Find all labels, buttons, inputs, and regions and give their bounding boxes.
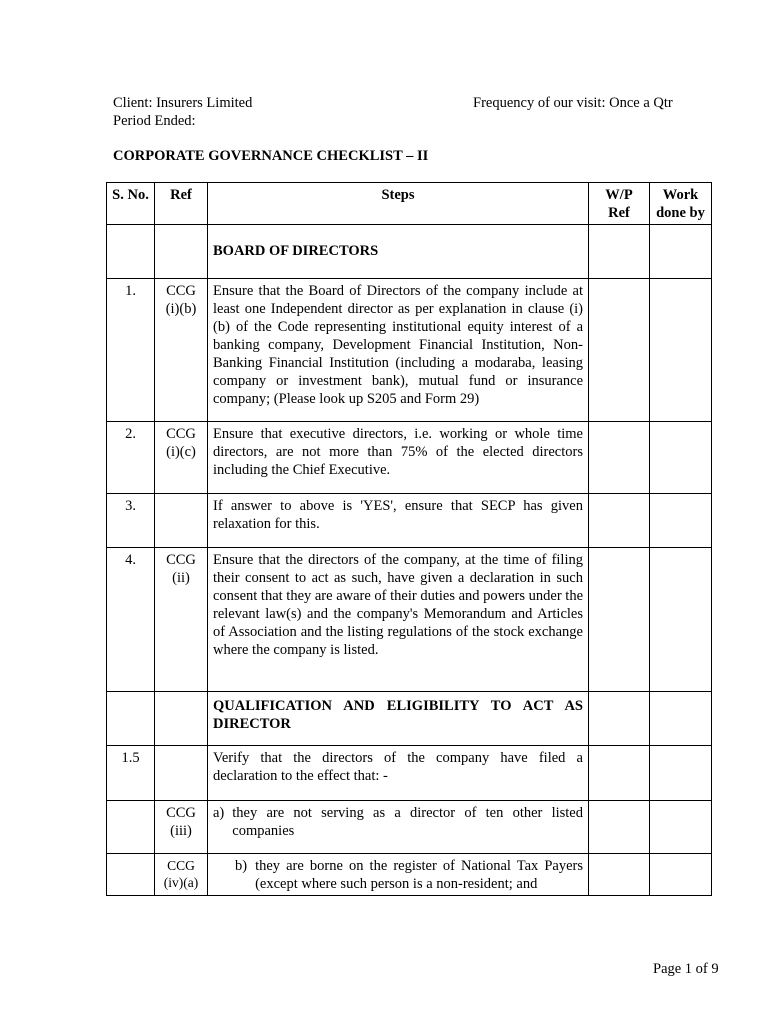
row-work-done-by [650, 746, 712, 801]
row-step [208, 801, 589, 854]
col-header-sno: S. No. [107, 183, 155, 225]
col-header-wp-ref: W/P Ref [589, 183, 650, 225]
row-ref [155, 494, 208, 548]
table-row [107, 746, 712, 801]
col-header-ref: Ref [155, 183, 208, 225]
period-ended-label: Period Ended: [113, 113, 196, 129]
row-wp-ref [589, 279, 650, 422]
row-work-done-by [650, 494, 712, 548]
row-work-done-by [650, 801, 712, 854]
sub-item-text: they are not serving as a director of ten other listed companies [232, 805, 583, 839]
row-sno [107, 854, 155, 896]
row-wp-ref [589, 854, 650, 896]
row-work-done-by [650, 279, 712, 422]
visit-frequency: Frequency of our visit: Once a Qtr [473, 95, 673, 111]
row-step: Ensure that the Board of Directors of the company include at least one Independent director as per explanation in clause (i)(b) of the Code representing institutional equity interest of a banking company, Development Financial Institution, Non-Banking Financial Institution (including a modaraba, leasing company or investment bank), mutual fund or insurance company; (Please look up S205 and Form 29) [208, 279, 589, 422]
row-wp-ref [589, 746, 650, 801]
row-sno: 2. [107, 422, 155, 494]
sub-item-label: a) [213, 805, 225, 821]
section-heading-board: BOARD OF DIRECTORS [208, 225, 589, 279]
row-ref: CCG (i)(b) [155, 279, 208, 422]
col-header-work-done-by: Work done by [650, 183, 712, 225]
row-wp-ref [589, 548, 650, 692]
row-work-done-by [650, 854, 712, 896]
sub-item-label: b) [235, 858, 248, 874]
row-wp-ref [589, 494, 650, 548]
row-sno: 1. [107, 279, 155, 422]
row-sno: 3. [107, 494, 155, 548]
row-ref: CCG (i)(c) [155, 422, 208, 494]
col-header-steps: Steps [208, 183, 589, 225]
row-sno [107, 801, 155, 854]
sub-item-text: they are borne on the register of National Tax Payers (except where such person is a non-resident; and [255, 858, 583, 892]
checklist-table [106, 182, 712, 896]
row-work-done-by [650, 548, 712, 692]
table-row [107, 801, 712, 854]
table-row [107, 494, 712, 548]
document-title: CORPORATE GOVERNANCE CHECKLIST – II [113, 148, 429, 164]
table-row [107, 279, 712, 422]
row-sno: 1.5 [107, 746, 155, 801]
page-number: Page 1 of 9 [653, 961, 719, 977]
client-label: Client: Insurers Limited [113, 95, 253, 111]
section-row-board [107, 225, 712, 279]
row-step: Ensure that executive directors, i.e. working or whole time directors, are not more than 75% of the elected directors including the Chief Executive. [208, 422, 589, 494]
row-ref: CCG (iv)(a) [155, 854, 208, 896]
row-step: Ensure that the directors of the company, at the time of filing their consent to act as such, have given a declaration in such consent that they are aware of their duties and powers under the relevant law(s) and the company's Memorandum and Articles of Association and the listing regulations of the stock exchange where the company is listed. [208, 548, 589, 692]
row-wp-ref [589, 422, 650, 494]
section-row-qualification [107, 692, 712, 746]
row-step: If answer to above is 'YES', ensure that SECP has given relaxation for this. [208, 494, 589, 548]
row-ref: CCG (ii) [155, 548, 208, 692]
row-wp-ref [589, 801, 650, 854]
section-heading-qualification: QUALIFICATION AND ELIGIBILITY TO ACT AS DIRECTOR [208, 692, 589, 746]
row-sno: 4. [107, 548, 155, 692]
row-ref: CCG (iii) [155, 801, 208, 854]
row-step [208, 854, 589, 896]
table-row [107, 548, 712, 692]
table-header-row [107, 183, 712, 225]
row-work-done-by [650, 422, 712, 494]
row-ref [155, 746, 208, 801]
table-row [107, 422, 712, 494]
table-row [107, 854, 712, 896]
row-step: Verify that the directors of the company have filed a declaration to the effect that: - [208, 746, 589, 801]
